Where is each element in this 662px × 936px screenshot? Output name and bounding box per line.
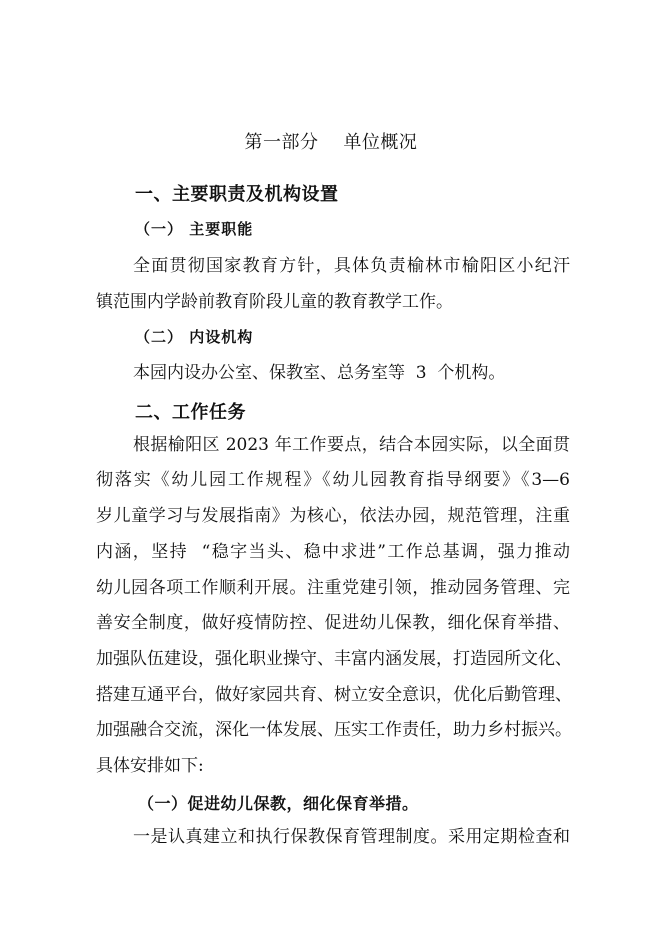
paragraph-line: 彻落实《幼儿园工作规程》《幼儿园教育指导纲要》《3—6 <box>96 470 570 490</box>
section-heading-tasks: 二、工作任务 <box>135 402 246 423</box>
paragraph-line: 根据榆阳区 2023 年工作要点，结合本园实际，以全面贯 <box>133 435 570 455</box>
paragraph-line: 一是认真建立和执行保教保育管理制度。采用定期检查和 <box>133 827 570 847</box>
subheading-internal-structure: （二） 内设机构 <box>135 328 254 346</box>
paragraph-line: 幼儿园各项工作顺利开展。注重党建引领，推动园务管理、完 <box>96 578 570 598</box>
paragraph-line: 镇范围内学龄前教育阶段儿童的教育教学工作。 <box>96 292 453 312</box>
paragraph-line: 加强队伍建设，强化职业操守、丰富内涵发展，打造园所文化、 <box>96 649 572 669</box>
paragraph-line: 善安全制度，做好疫情防控、促进幼儿保教，细化保育举措、 <box>96 613 570 633</box>
section-heading-duties: 一、主要职责及机构设置 <box>135 184 339 205</box>
paragraph-line: 本园内设办公室、保教室、总务室等 3 个机构。 <box>133 363 506 383</box>
page-title: 第一部分 单位概况 <box>244 132 418 153</box>
paragraph-line: 加强融合交流，深化一体发展、压实工作责任，助力乡村振兴。 <box>96 720 572 740</box>
paragraph-line: 全面贯彻国家教育方针，具体负责榆林市榆阳区小纪汗 <box>133 256 570 276</box>
paragraph-line: 搭建互通平台，做好家园共育、树立安全意识，优化后勤管理、 <box>96 685 572 705</box>
paragraph-line: 岁儿童学习与发展指南》为核心，依法办园，规范管理，注重 <box>96 506 570 526</box>
paragraph-line: 具体安排如下: <box>96 756 204 776</box>
subheading-promote-care: （一）促进幼儿保教，细化保育举措。 <box>138 794 419 813</box>
paragraph-line: 内涵，坚持 “稳字当头、稳中求进”工作总基调，强力推动 <box>96 542 570 562</box>
subheading-main-functions: （一） 主要职能 <box>135 220 254 238</box>
